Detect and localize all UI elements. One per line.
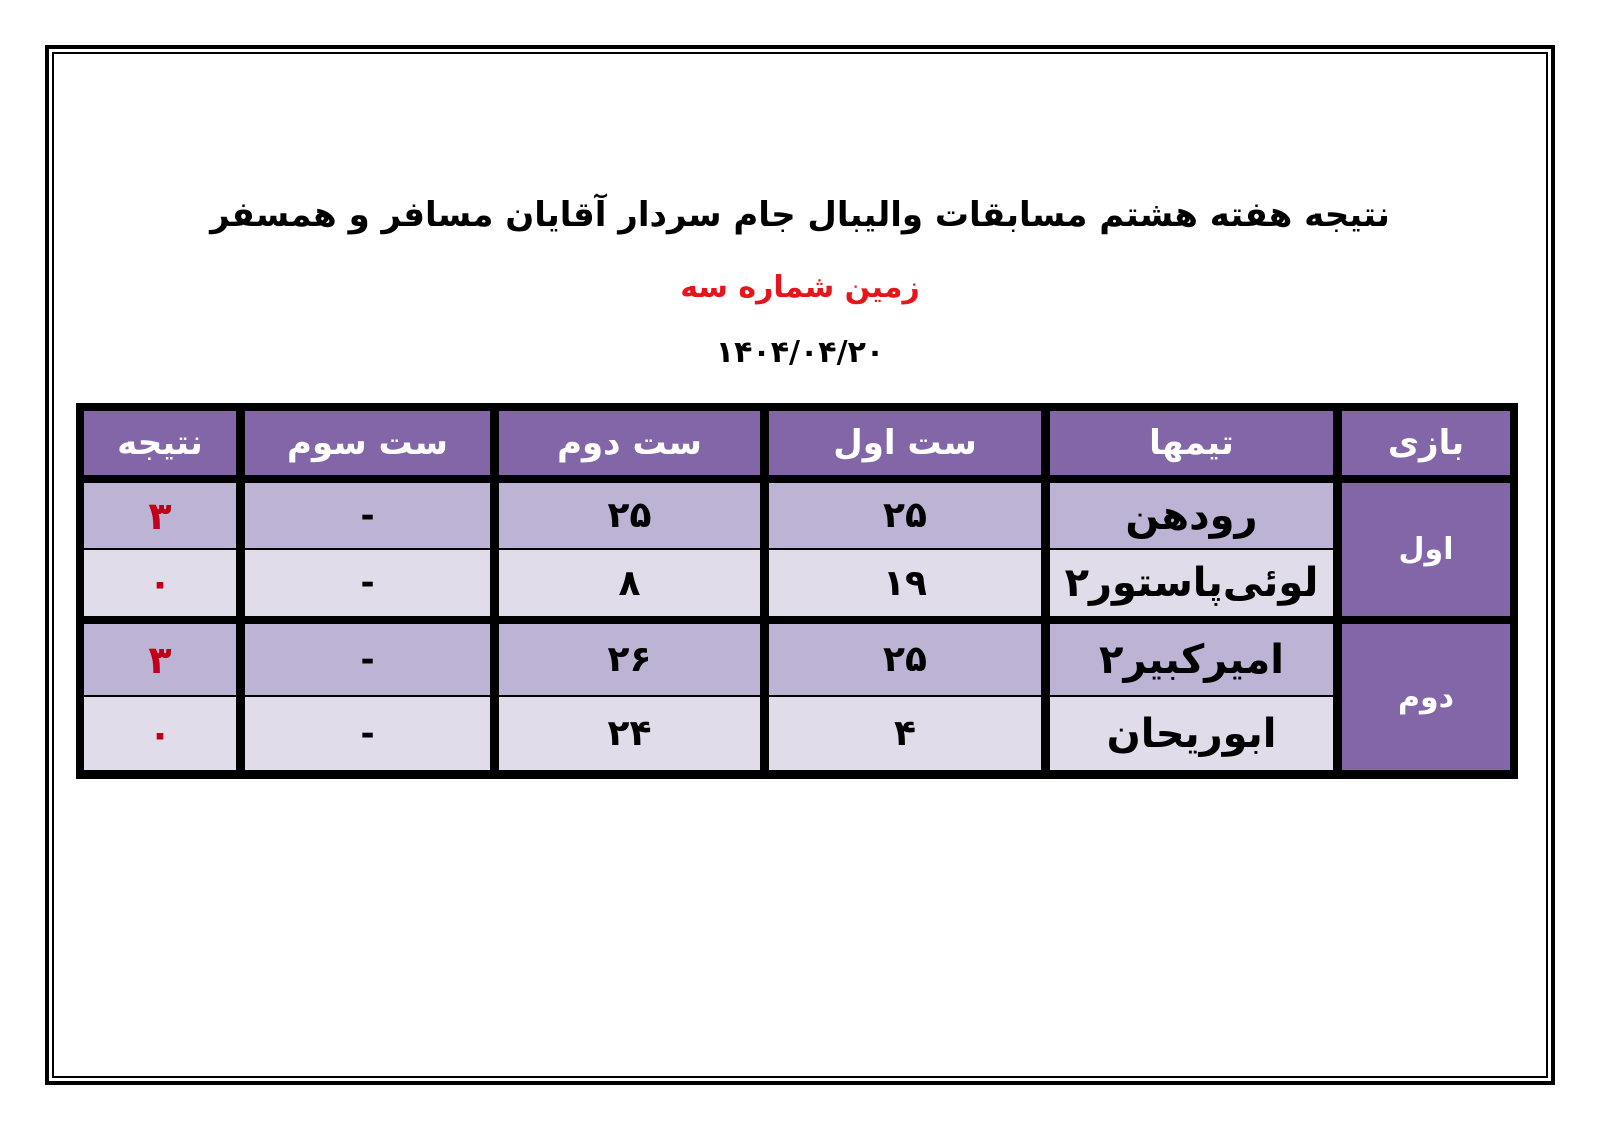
set2-score: ۸ <box>499 550 760 616</box>
game-label: دوم <box>1342 624 1510 770</box>
team-name: ابوریحان <box>1050 697 1333 770</box>
match-result: ۰ <box>84 550 236 616</box>
team-name: لوئی‌پاستور۲ <box>1050 550 1333 616</box>
header-teams: تیمها <box>1050 411 1333 475</box>
set1-score: ۴ <box>769 697 1041 770</box>
set1-score: ۱۹ <box>769 550 1041 616</box>
header-set2: ست دوم <box>499 411 760 475</box>
set3-score: - <box>245 550 490 616</box>
team-name: رودهن <box>1050 483 1333 548</box>
set3-score: - <box>245 697 490 770</box>
page-title: نتیجه هفته هشتم مسابقات والیبال جام سردار آقایان مسافر و همسفر <box>210 195 1390 235</box>
set3-score: - <box>245 483 490 548</box>
game-label: اول <box>1342 483 1510 616</box>
match-date: ۱۴۰۴/۰۴/۲۰ <box>715 335 885 370</box>
set2-score: ۲۴ <box>499 697 760 770</box>
set2-score: ۲۶ <box>499 624 760 695</box>
header-set1: ست اول <box>769 411 1041 475</box>
header-result: نتیجه <box>84 411 236 475</box>
team-name: امیرکبیر۲ <box>1050 624 1333 695</box>
header-game: بازی <box>1342 411 1510 475</box>
results-table <box>76 403 1518 779</box>
court-subtitle: زمین شماره سه <box>680 270 920 305</box>
match-result: ۳ <box>84 624 236 695</box>
match-result: ۰ <box>84 697 236 770</box>
set2-score: ۲۵ <box>499 483 760 548</box>
set1-score: ۲۵ <box>769 483 1041 548</box>
set3-score: - <box>245 624 490 695</box>
set1-score: ۲۵ <box>769 624 1041 695</box>
header-set3: ست سوم <box>245 411 490 475</box>
match-result: ۳ <box>84 483 236 548</box>
